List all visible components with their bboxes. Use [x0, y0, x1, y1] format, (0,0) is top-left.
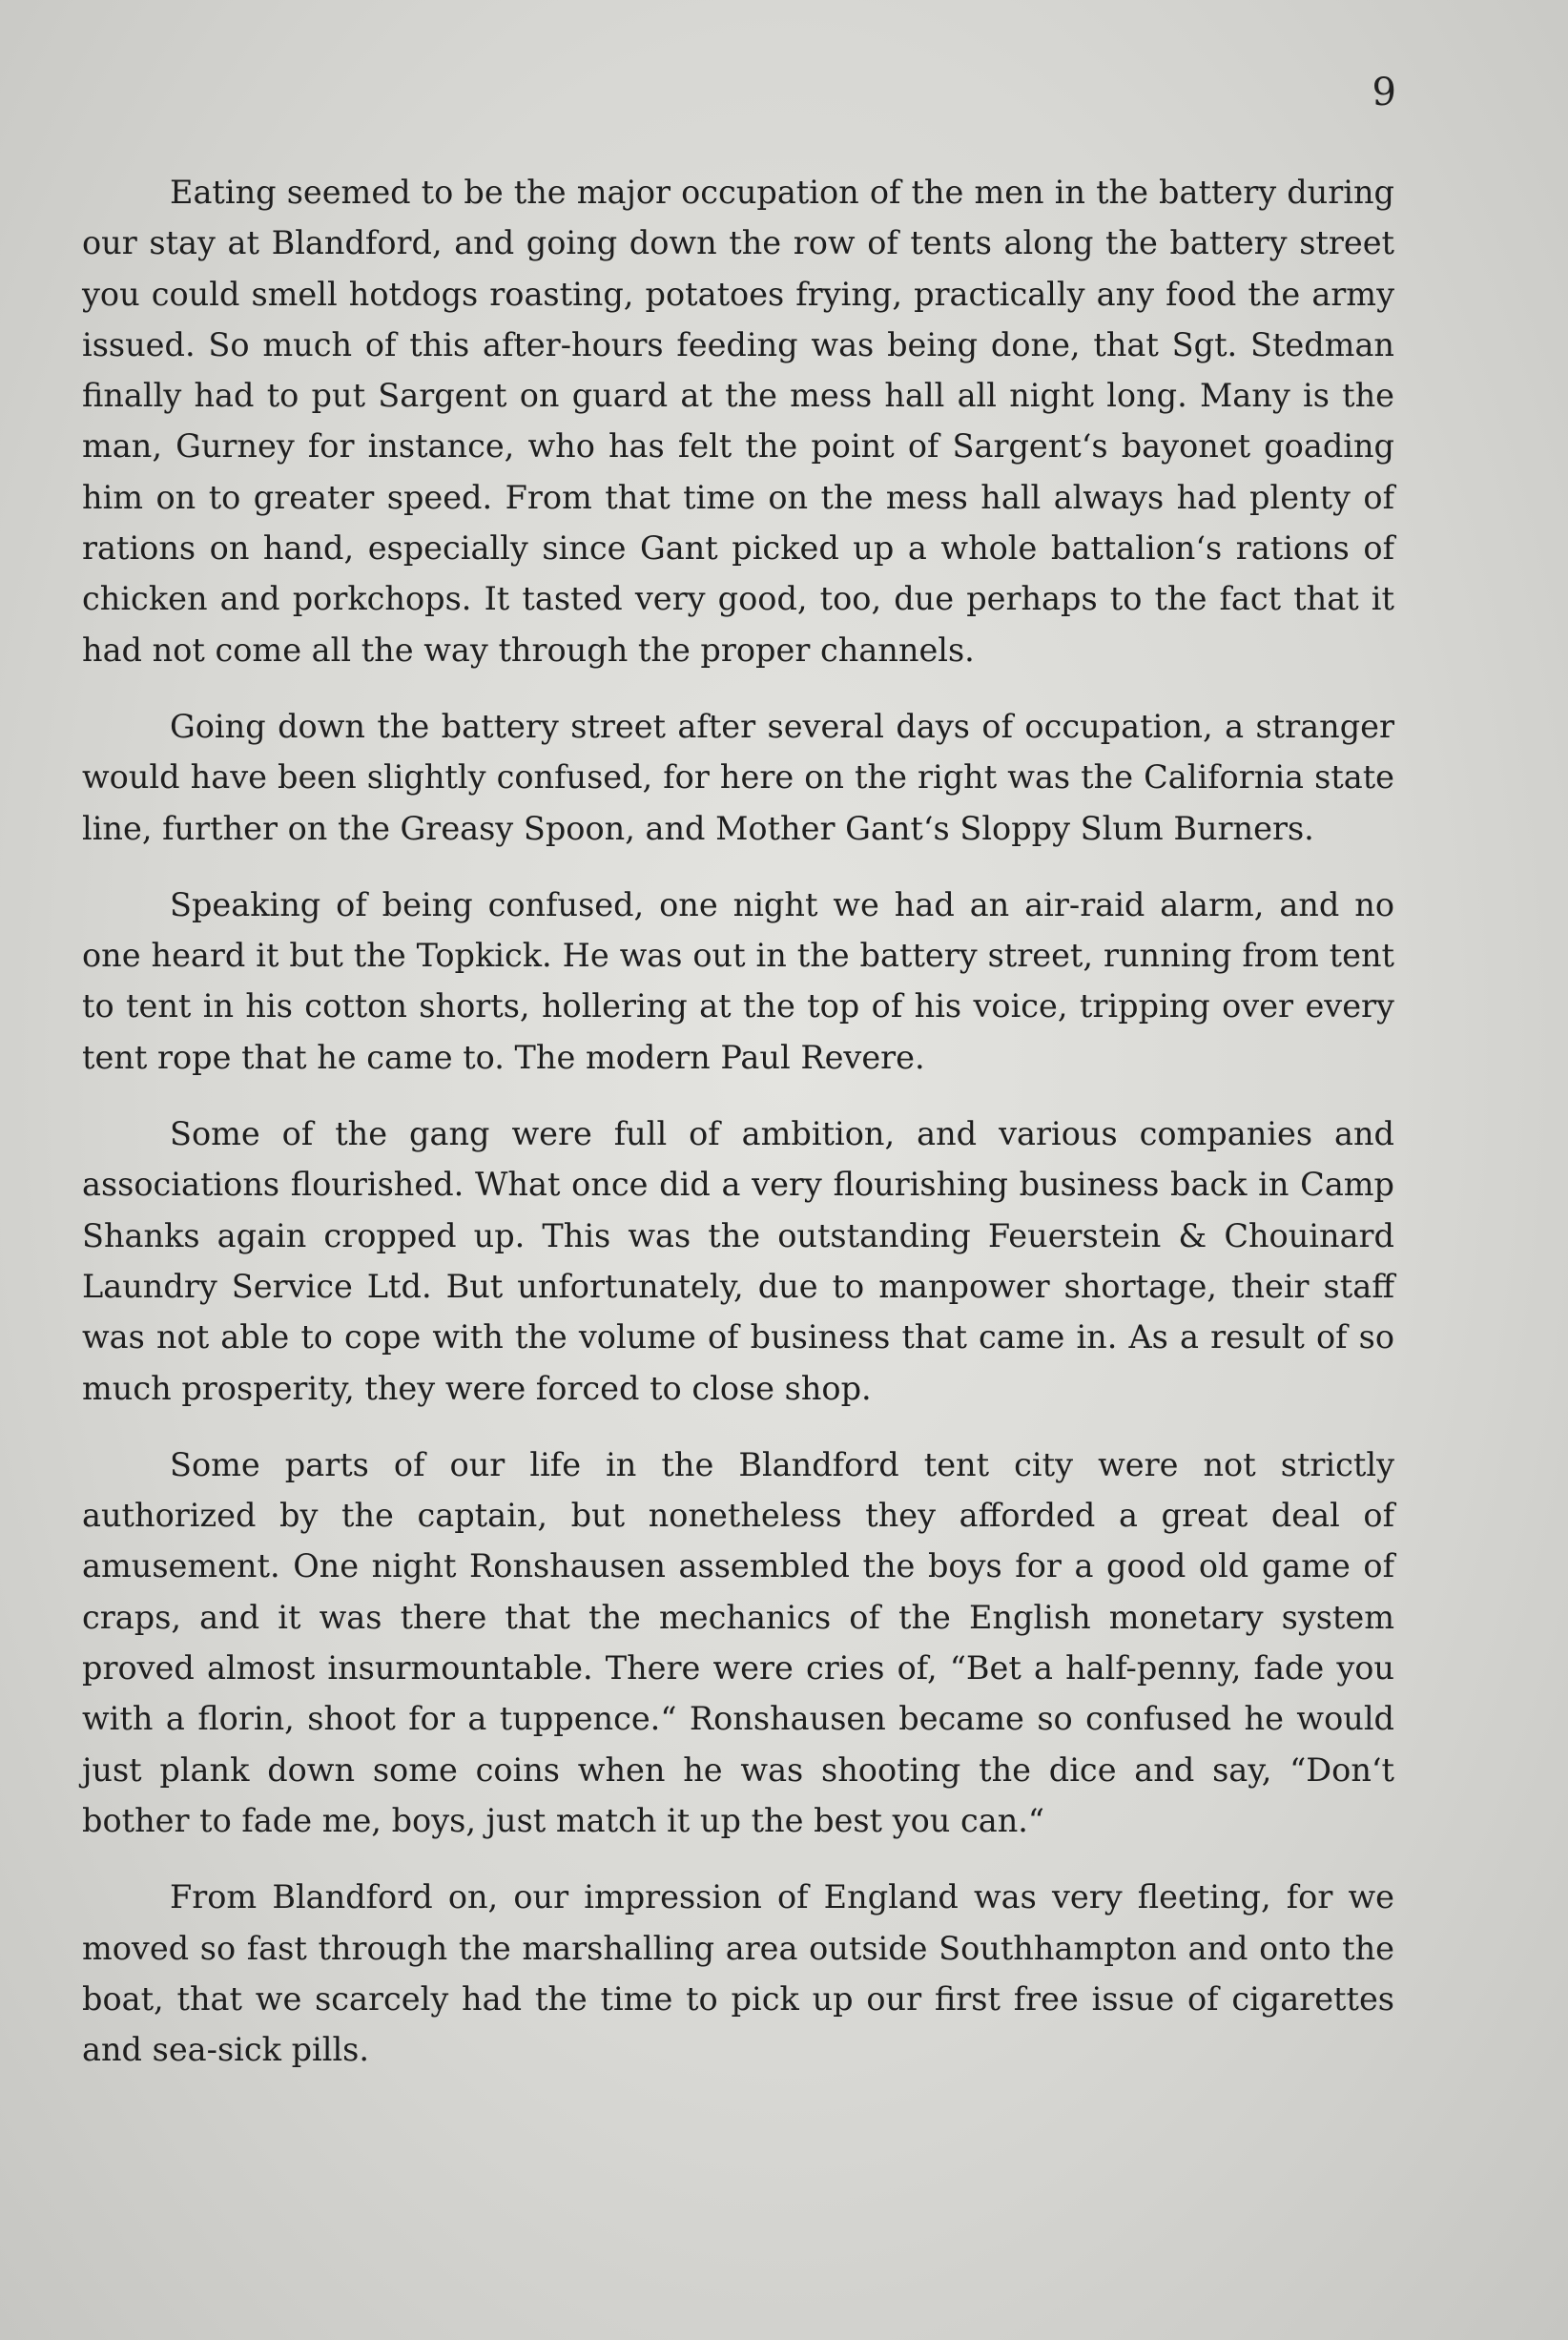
paragraph-departure: From Blandford on, our impression of England was very fleeting, for we moved so fast through the marshalling area outside Southhampton and onto the boat, that we scarcely had the time to pick up our first free issue of cigarettes and sea-sick pills. [82, 1878, 1394, 2069]
paragraph-eating: Eating seemed to be the major occupation of the men in the battery during our stay at Blandford, and going down the row of tents along the battery street you could smell hotdogs roasting, potatoes frying, practically any food the army issued. So much of this after-hours feeding was being done, that Sgt. Stedman finally had to put Sargent on guard at the mess hall all night long. Many is the man, Gurney for instance, who has felt the point of Sargent‘s bayonet goading him on to greater speed. From that time on the mess hall always had plenty of rations on hand, especially since Gant picked up a whole battalion‘s rations of chicken and porkchops. It tasted very good, too, due perhaps to the fact that it had not come all the way through the proper channels. [82, 174, 1394, 669]
paragraph-laundry: Some of the gang were full of ambition, and various companies and associations flourished. What once did a very flourishing business back in Camp Shanks again cropped up. This was the outstanding Feuerstein & Chouinard Laundry Service Ltd. But unfortunately, due to manpower shortage, their staff was not able to cope with the volume of business that came in. As a result of so much prosperity, they were forced to close shop. [82, 1115, 1394, 1407]
paragraph-battery-street: Going down the battery street after several days of occupation, a stranger would have been slightly confused, for here on the right was the California state line, further on the Greasy Spoon, and Mother Gant‘s Sloppy Slum Burners. [82, 707, 1394, 847]
paragraph-air-raid: Speaking of being confused, one night we had an air-raid alarm, and no one heard it but the Topkick. He was out in the battery street, running from tent to tent in his cotton shorts, hollering at the top of his voice, tripping over every tent rope that he came to. The modern Paul Revere. [82, 885, 1394, 1076]
paragraph-craps: Some parts of our life in the Blandford tent city were not strictly authorized by the captain, but nonetheless they afforded a great deal of amusement. One night Ronshausen assembled the boys for a good old game of craps, and it was there that the mechanics of the English monetary system proved almost insurmountable. There were cries of, “Bet a half-penny, fade you with a florin, shoot for a tuppence.“ Ronshausen became so confused he would just plank down some coins when he was shooting the dice and say, “Don‘t bother to fade me, boys, just match it up the best you can.“ [82, 1445, 1394, 1839]
body-text [82, 167, 1394, 2101]
page-number: 9 [1372, 71, 1396, 114]
